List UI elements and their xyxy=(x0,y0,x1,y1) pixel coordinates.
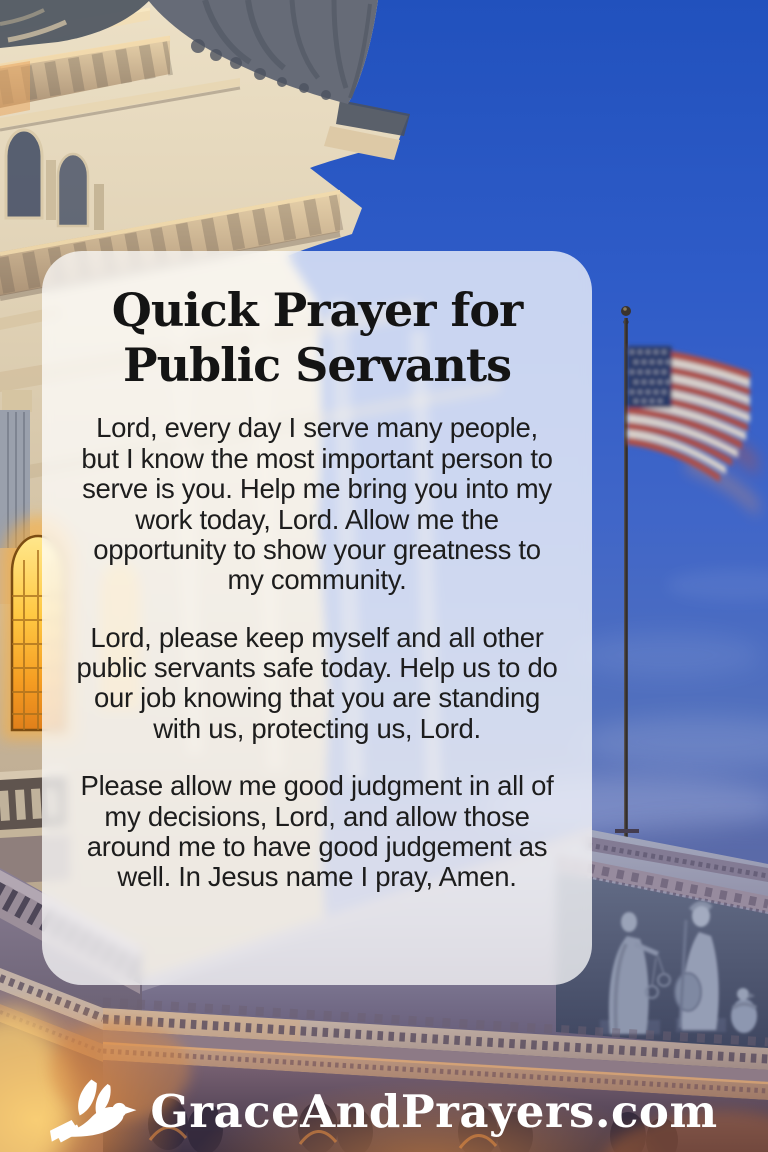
brand-footer xyxy=(0,1076,768,1146)
prayer-title-line2: Public Servants xyxy=(122,338,512,393)
brand-name: GraceAndPrayers.com xyxy=(150,1084,718,1138)
flag-canton xyxy=(627,346,672,408)
dove-icon xyxy=(50,1078,140,1144)
prayer-title-line1: Quick Prayer for xyxy=(111,283,523,337)
prayer-paragraph-1: Lord, every day I serve many people, but I know the most important person to serve is you. Help me bring you into my work today, Lord. Allow me the opportunity to show your greatness to my community. xyxy=(81,412,553,596)
prayer-card xyxy=(42,251,592,985)
prayer-title xyxy=(70,283,564,393)
prayer-paragraph-2: Lord, please keep myself and all other public servants safe today. Help us to do our job knowing that you are standing with us, protecting us, Lord. xyxy=(76,621,558,744)
prayer-paragraph-3: Please allow me good judgment in all of my decisions, Lord, and allow those around me to have good judgement as well. In Jesus name I pray, Amen. xyxy=(80,770,554,893)
